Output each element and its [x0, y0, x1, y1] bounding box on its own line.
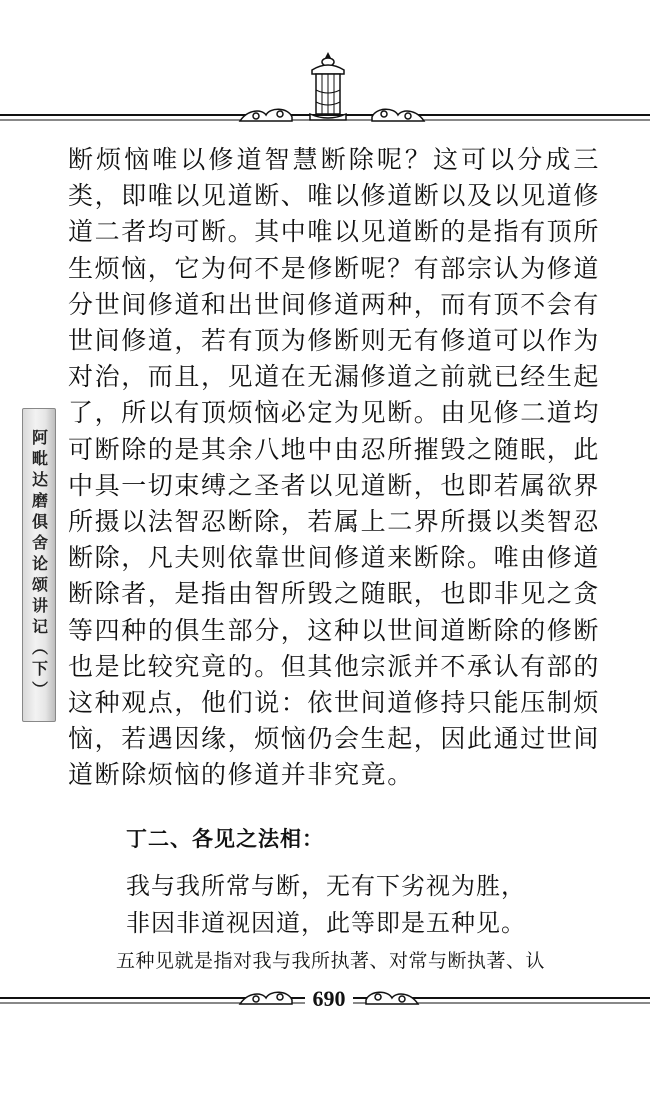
cloud-scroll-icon	[372, 109, 424, 121]
body-paragraph: 断烦恼唯以修道智慧断除呢？这可以分成三类，即唯以见道断、唯以修道断以及以见道修道二者均可断。其中唯以见道断的是指有顶所生烦恼，它为何不是修断呢？有部宗认为修道分世间修道和出世间修道两种，而有顶不会有世间修道，若有顶为修断则无有修道可以作为对治，而且，见道在无漏修道之前就已经生起了，所以有顶烦恼必定为见断。由见修二道均可断除的是其余八地中由忍所摧毁之随眠，此中具一切束缚之圣者以见道断，也即若属欲界所摄以法智忍断除，若属上二界所摄以类智忍断除，凡夫则依靠世间修道来断除。唯由修道断除者，是指由智所毁之随眠，也即非见之贪等四种的俱生部分，这种以世间道断除的修断也是比较究竟的。但其他宗派并不承认有部的这种观点，他们说：依世间道修持只能压制烦恼，若遇因缘，烦恼仍会生起，因此通过世间道断除烦恼的修道并非究竟。	[68, 145, 601, 790]
section-heading: 丁二、各见之法相：	[126, 827, 324, 851]
victory-banner-icon	[296, 50, 360, 126]
commentary-text: 五种见就是指对我与我所执著、对常与断执著、认	[116, 950, 546, 972]
page-number: 690	[305, 986, 353, 1012]
cloud-scroll-icon	[366, 992, 418, 1004]
book-side-title: 阿毗达磨俱舍论颂讲记（下）	[29, 428, 49, 702]
cloud-scroll-icon	[240, 109, 292, 121]
cloud-scroll-icon	[240, 992, 292, 1004]
verse-line-2: 非因非道视因道，此等即是五种见。	[126, 909, 526, 937]
verse-line-1: 我与我所常与断，无有下劣视为胜，	[126, 872, 526, 900]
side-title-tab	[22, 408, 56, 722]
verse-block	[126, 868, 526, 942]
